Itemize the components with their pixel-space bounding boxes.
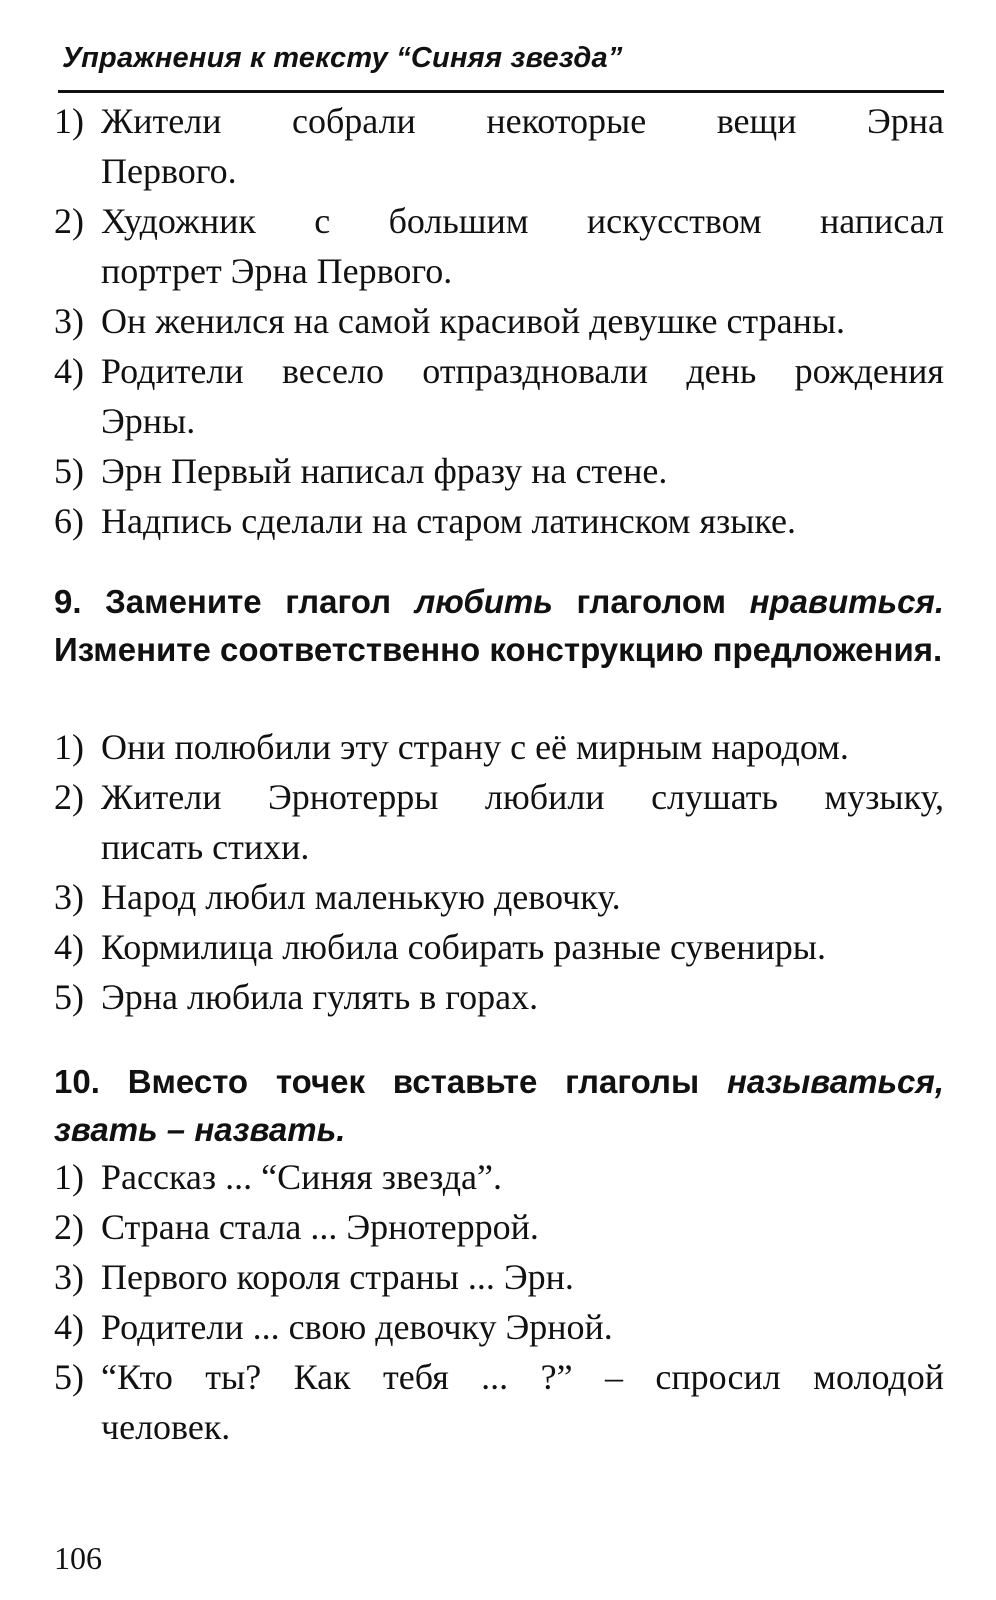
item-text bbox=[101, 96, 944, 196]
item-text bbox=[101, 296, 944, 346]
item-line: Они полюбили эту страну с её мирным народом. bbox=[101, 727, 849, 767]
item-text bbox=[101, 1302, 944, 1352]
list-item bbox=[54, 922, 944, 972]
item-number: 2) bbox=[54, 1207, 84, 1247]
heading-emphasis: называться, звать – назвать. bbox=[54, 1063, 945, 1148]
list-item bbox=[54, 446, 944, 496]
heading-emphasis: любить bbox=[414, 583, 553, 620]
item-text bbox=[101, 446, 944, 496]
item-text bbox=[101, 346, 944, 446]
heading-text: Измените соответственно конструкцию предложения. bbox=[54, 631, 943, 668]
item-line: Надпись сделали на старом латинском языке. bbox=[101, 501, 797, 541]
item-line: Первого. bbox=[101, 151, 237, 191]
item-line: Он женился на самой красивой девушке страны. bbox=[101, 301, 846, 341]
exercise-number: 10. bbox=[54, 1063, 100, 1100]
item-line: Первого короля страны ... Эрн. bbox=[101, 1257, 574, 1297]
item-text bbox=[101, 496, 944, 546]
item-number: 2) bbox=[54, 201, 84, 241]
exercise-9-heading bbox=[54, 578, 944, 674]
item-line: Родители ... свою девочку Эрной. bbox=[101, 1307, 613, 1347]
list-item bbox=[54, 1252, 944, 1302]
item-text bbox=[101, 1202, 944, 1252]
heading-text: глаголом bbox=[576, 583, 726, 620]
item-number: 5) bbox=[54, 1357, 84, 1397]
item-text bbox=[101, 922, 944, 972]
item-text bbox=[101, 1252, 944, 1302]
exercise-9-list bbox=[54, 722, 944, 1022]
item-line: Жители Эрнотерры любили слушать музыку, bbox=[101, 777, 944, 817]
item-text bbox=[101, 1152, 944, 1202]
list-item bbox=[54, 296, 944, 346]
list-item bbox=[54, 772, 944, 872]
item-line: портрет Эрна Первого. bbox=[101, 251, 453, 291]
list-item bbox=[54, 1352, 944, 1452]
item-line: Эрн Первый написал фразу на стене. bbox=[101, 451, 668, 491]
item-line: Рассказ ... “Синяя звезда”. bbox=[101, 1157, 503, 1197]
heading-text: Вместо точек вставьте глаголы bbox=[127, 1063, 700, 1100]
item-number: 1) bbox=[54, 101, 84, 141]
item-number: 4) bbox=[54, 351, 84, 391]
item-text bbox=[101, 722, 944, 772]
item-text bbox=[101, 1352, 944, 1452]
running-header: Упражнения к тексту “Синяя звезда” bbox=[62, 42, 623, 74]
heading-emphasis: нравиться. bbox=[749, 583, 945, 620]
item-number: 4) bbox=[54, 1307, 84, 1347]
list-item bbox=[54, 1202, 944, 1252]
item-number: 3) bbox=[54, 877, 84, 917]
item-text bbox=[101, 196, 944, 296]
item-number: 3) bbox=[54, 301, 84, 341]
item-number: 5) bbox=[54, 451, 84, 491]
heading-text: Замените глагол bbox=[105, 583, 392, 620]
exercise-10-heading bbox=[54, 1058, 944, 1154]
item-line: Жители собрали некоторые вещи Эрна bbox=[101, 101, 944, 141]
list-item bbox=[54, 96, 944, 196]
item-text bbox=[101, 872, 944, 922]
item-line: Народ любил маленькую девочку. bbox=[101, 877, 621, 917]
item-line: Эрны. bbox=[101, 401, 196, 441]
item-number: 1) bbox=[54, 727, 84, 767]
list-item bbox=[54, 872, 944, 922]
list-item bbox=[54, 196, 944, 296]
list-item bbox=[54, 972, 944, 1022]
item-number: 4) bbox=[54, 927, 84, 967]
item-line: Эрна любила гулять в горах. bbox=[101, 977, 539, 1017]
item-line: писать стихи. bbox=[101, 827, 310, 867]
header-rule bbox=[58, 90, 944, 93]
exercise-10-list bbox=[54, 1152, 944, 1452]
list-item bbox=[54, 346, 944, 446]
page-number: 106 bbox=[54, 1540, 102, 1576]
item-number: 6) bbox=[54, 501, 84, 541]
exercise-number: 9. bbox=[54, 583, 82, 620]
item-line: “Кто ты? Как тебя ... ?” – спросил молодой bbox=[101, 1357, 944, 1397]
list-item bbox=[54, 496, 944, 546]
item-number: 5) bbox=[54, 977, 84, 1017]
item-number: 2) bbox=[54, 777, 84, 817]
list-item bbox=[54, 1302, 944, 1352]
item-line: Художник с большим искусством написал bbox=[101, 201, 944, 241]
item-line: человек. bbox=[101, 1407, 231, 1447]
list-item bbox=[54, 722, 944, 772]
item-number: 3) bbox=[54, 1257, 84, 1297]
item-line: Страна стала ... Эрнотеррой. bbox=[101, 1207, 539, 1247]
item-line: Родители весело отпраздновали день рождения bbox=[101, 351, 944, 391]
list-item bbox=[54, 1152, 944, 1202]
item-text bbox=[101, 972, 944, 1022]
exercise-8-list bbox=[54, 96, 944, 546]
item-line: Кормилица любила собирать разные сувениры. bbox=[101, 927, 826, 967]
item-text bbox=[101, 772, 944, 872]
item-number: 1) bbox=[54, 1157, 84, 1197]
